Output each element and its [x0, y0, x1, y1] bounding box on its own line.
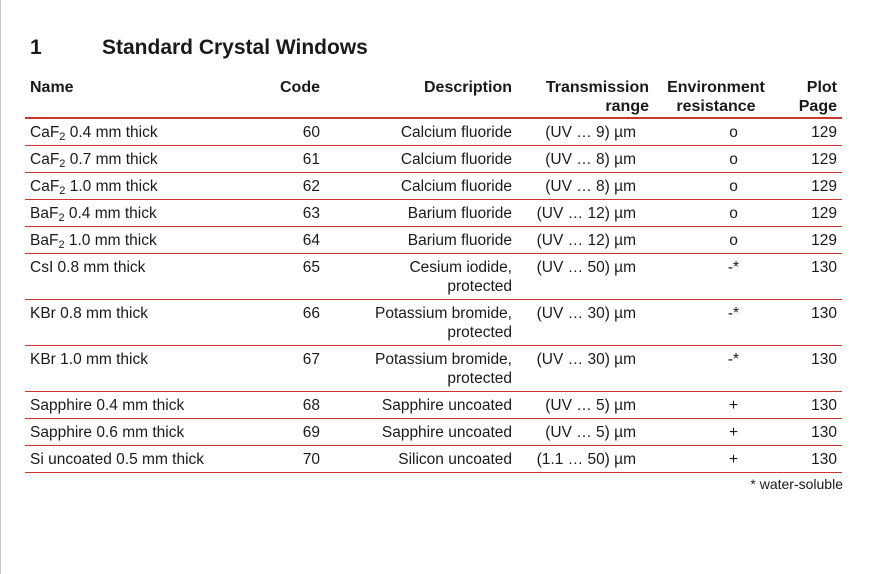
header-description: Description — [325, 76, 517, 118]
crystal-windows-table — [25, 76, 842, 473]
table-row — [25, 346, 842, 392]
header-environment — [654, 76, 778, 118]
cell-plot-page: 129 — [778, 146, 842, 173]
cell-plot-page: 129 — [778, 227, 842, 254]
description-line2: protected — [447, 278, 512, 295]
cell-transmission: (UV … 8) µm — [517, 146, 654, 173]
table-row — [25, 300, 842, 346]
page-left-edge — [0, 0, 1, 574]
cell-name — [25, 446, 243, 473]
cell-plot-page: 129 — [778, 200, 842, 227]
cell-description — [325, 227, 517, 254]
table-row — [25, 173, 842, 200]
cell-name — [25, 254, 243, 300]
cell-description — [325, 300, 517, 346]
description-line1: Sapphire uncoated — [381, 424, 512, 441]
name-text: Sapphire 0.6 mm thick — [30, 424, 185, 441]
cell-environment: o — [654, 146, 778, 173]
cell-description — [325, 254, 517, 300]
cell-description — [325, 118, 517, 146]
cell-code: 60 — [243, 118, 325, 146]
description-line1: Silicon uncoated — [398, 451, 512, 468]
cell-name — [25, 346, 243, 392]
cell-name — [25, 227, 243, 254]
table-header-row — [25, 76, 842, 118]
table-row — [25, 200, 842, 227]
description-line2: protected — [447, 324, 512, 341]
header-transmission-line1: Transmission — [545, 79, 649, 96]
header-name: Name — [25, 76, 243, 118]
name-suffix: 0.7 mm thick — [65, 151, 158, 168]
description-line1: Barium fluoride — [407, 205, 512, 222]
cell-name — [25, 173, 243, 200]
cell-plot-page: 130 — [778, 392, 842, 419]
header-transmission — [517, 76, 654, 118]
cell-description — [325, 392, 517, 419]
cell-transmission: (UV … 12) µm — [517, 200, 654, 227]
cell-transmission: (UV … 12) µm — [517, 227, 654, 254]
cell-transmission: (UV … 9) µm — [517, 118, 654, 146]
table-row — [25, 392, 842, 419]
name-suffix: 0.4 mm thick — [64, 205, 157, 222]
cell-plot-page: 130 — [778, 419, 842, 446]
name-subscript: 2 — [58, 239, 65, 251]
cell-code: 61 — [243, 146, 325, 173]
name-subscript: 2 — [59, 158, 66, 170]
cell-code: 66 — [243, 300, 325, 346]
cell-description — [325, 419, 517, 446]
name-text: BaF — [30, 205, 59, 222]
cell-name — [25, 146, 243, 173]
cell-code: 64 — [243, 227, 325, 254]
section-heading — [30, 36, 368, 60]
cell-environment: -* — [654, 300, 778, 346]
description-line2: protected — [447, 370, 512, 387]
cell-environment: + — [654, 446, 778, 473]
table-row — [25, 146, 842, 173]
cell-transmission: (1.1 … 50) µm — [517, 446, 654, 473]
description-line1: Potassium bromide, — [375, 305, 512, 322]
name-text: CaF — [30, 151, 60, 168]
cell-description — [325, 173, 517, 200]
cell-name — [25, 300, 243, 346]
section-number: 1 — [30, 36, 42, 59]
table-row — [25, 446, 842, 473]
name-text: KBr 1.0 mm thick — [30, 351, 148, 368]
cell-plot-page: 130 — [778, 446, 842, 473]
cell-plot-page: 130 — [778, 346, 842, 392]
cell-transmission: (UV … 50) µm — [517, 254, 654, 300]
description-line1: Cesium iodide, — [409, 259, 512, 276]
description-line1: Calcium fluoride — [400, 178, 512, 195]
cell-environment: o — [654, 173, 778, 200]
table-row — [25, 118, 842, 146]
cell-environment: o — [654, 200, 778, 227]
name-text: CaF — [30, 178, 60, 195]
cell-environment: + — [654, 419, 778, 446]
table-row — [25, 254, 842, 300]
cell-code: 69 — [243, 419, 325, 446]
header-transmission-line2: range — [605, 98, 649, 115]
cell-name — [25, 419, 243, 446]
cell-plot-page: 130 — [778, 300, 842, 346]
cell-environment: -* — [654, 254, 778, 300]
table-row — [25, 227, 842, 254]
name-suffix: 1.0 mm thick — [65, 178, 158, 195]
name-text: Si uncoated 0.5 mm thick — [30, 451, 205, 468]
cell-code: 62 — [243, 173, 325, 200]
cell-description — [325, 346, 517, 392]
name-text: KBr 0.8 mm thick — [30, 305, 148, 322]
description-line1: Sapphire uncoated — [381, 397, 512, 414]
cell-code: 70 — [243, 446, 325, 473]
cell-code: 65 — [243, 254, 325, 300]
cell-environment: o — [654, 227, 778, 254]
cell-name — [25, 118, 243, 146]
cell-plot-page: 129 — [778, 118, 842, 146]
cell-transmission: (UV … 5) µm — [517, 392, 654, 419]
cell-environment: + — [654, 392, 778, 419]
cell-plot-page: 130 — [778, 254, 842, 300]
description-line1: Barium fluoride — [407, 232, 512, 249]
name-subscript: 2 — [58, 212, 65, 224]
cell-description — [325, 146, 517, 173]
description-line1: Calcium fluoride — [400, 151, 512, 168]
cell-description — [325, 446, 517, 473]
cell-description — [325, 200, 517, 227]
cell-transmission: (UV … 30) µm — [517, 346, 654, 392]
cell-code: 63 — [243, 200, 325, 227]
cell-name — [25, 392, 243, 419]
cell-transmission: (UV … 8) µm — [517, 173, 654, 200]
name-subscript: 2 — [59, 185, 66, 197]
table-body — [25, 118, 842, 473]
cell-transmission: (UV … 5) µm — [517, 419, 654, 446]
description-line1: Potassium bromide, — [375, 351, 512, 368]
name-text: Sapphire 0.4 mm thick — [30, 397, 185, 414]
cell-environment: -* — [654, 346, 778, 392]
header-environment-line2: resistance — [676, 98, 756, 115]
description-line1: Calcium fluoride — [400, 124, 512, 141]
name-text: BaF — [30, 232, 59, 249]
cell-code: 68 — [243, 392, 325, 419]
cell-transmission: (UV … 30) µm — [517, 300, 654, 346]
footnote: * water-soluble — [750, 476, 843, 492]
table-row — [25, 419, 842, 446]
section-title: Standard Crystal Windows — [102, 36, 368, 59]
name-text: CsI 0.8 mm thick — [30, 259, 146, 276]
name-suffix: 1.0 mm thick — [64, 232, 157, 249]
name-subscript: 2 — [59, 131, 66, 143]
header-code: Code — [243, 76, 325, 118]
cell-environment: o — [654, 118, 778, 146]
cell-code: 67 — [243, 346, 325, 392]
name-suffix: 0.4 mm thick — [65, 124, 158, 141]
cell-plot-page: 129 — [778, 173, 842, 200]
header-environment-line1: Environment — [667, 79, 765, 96]
name-text: CaF — [30, 124, 60, 141]
header-plot-page: Plot Page — [778, 76, 842, 118]
cell-name — [25, 200, 243, 227]
